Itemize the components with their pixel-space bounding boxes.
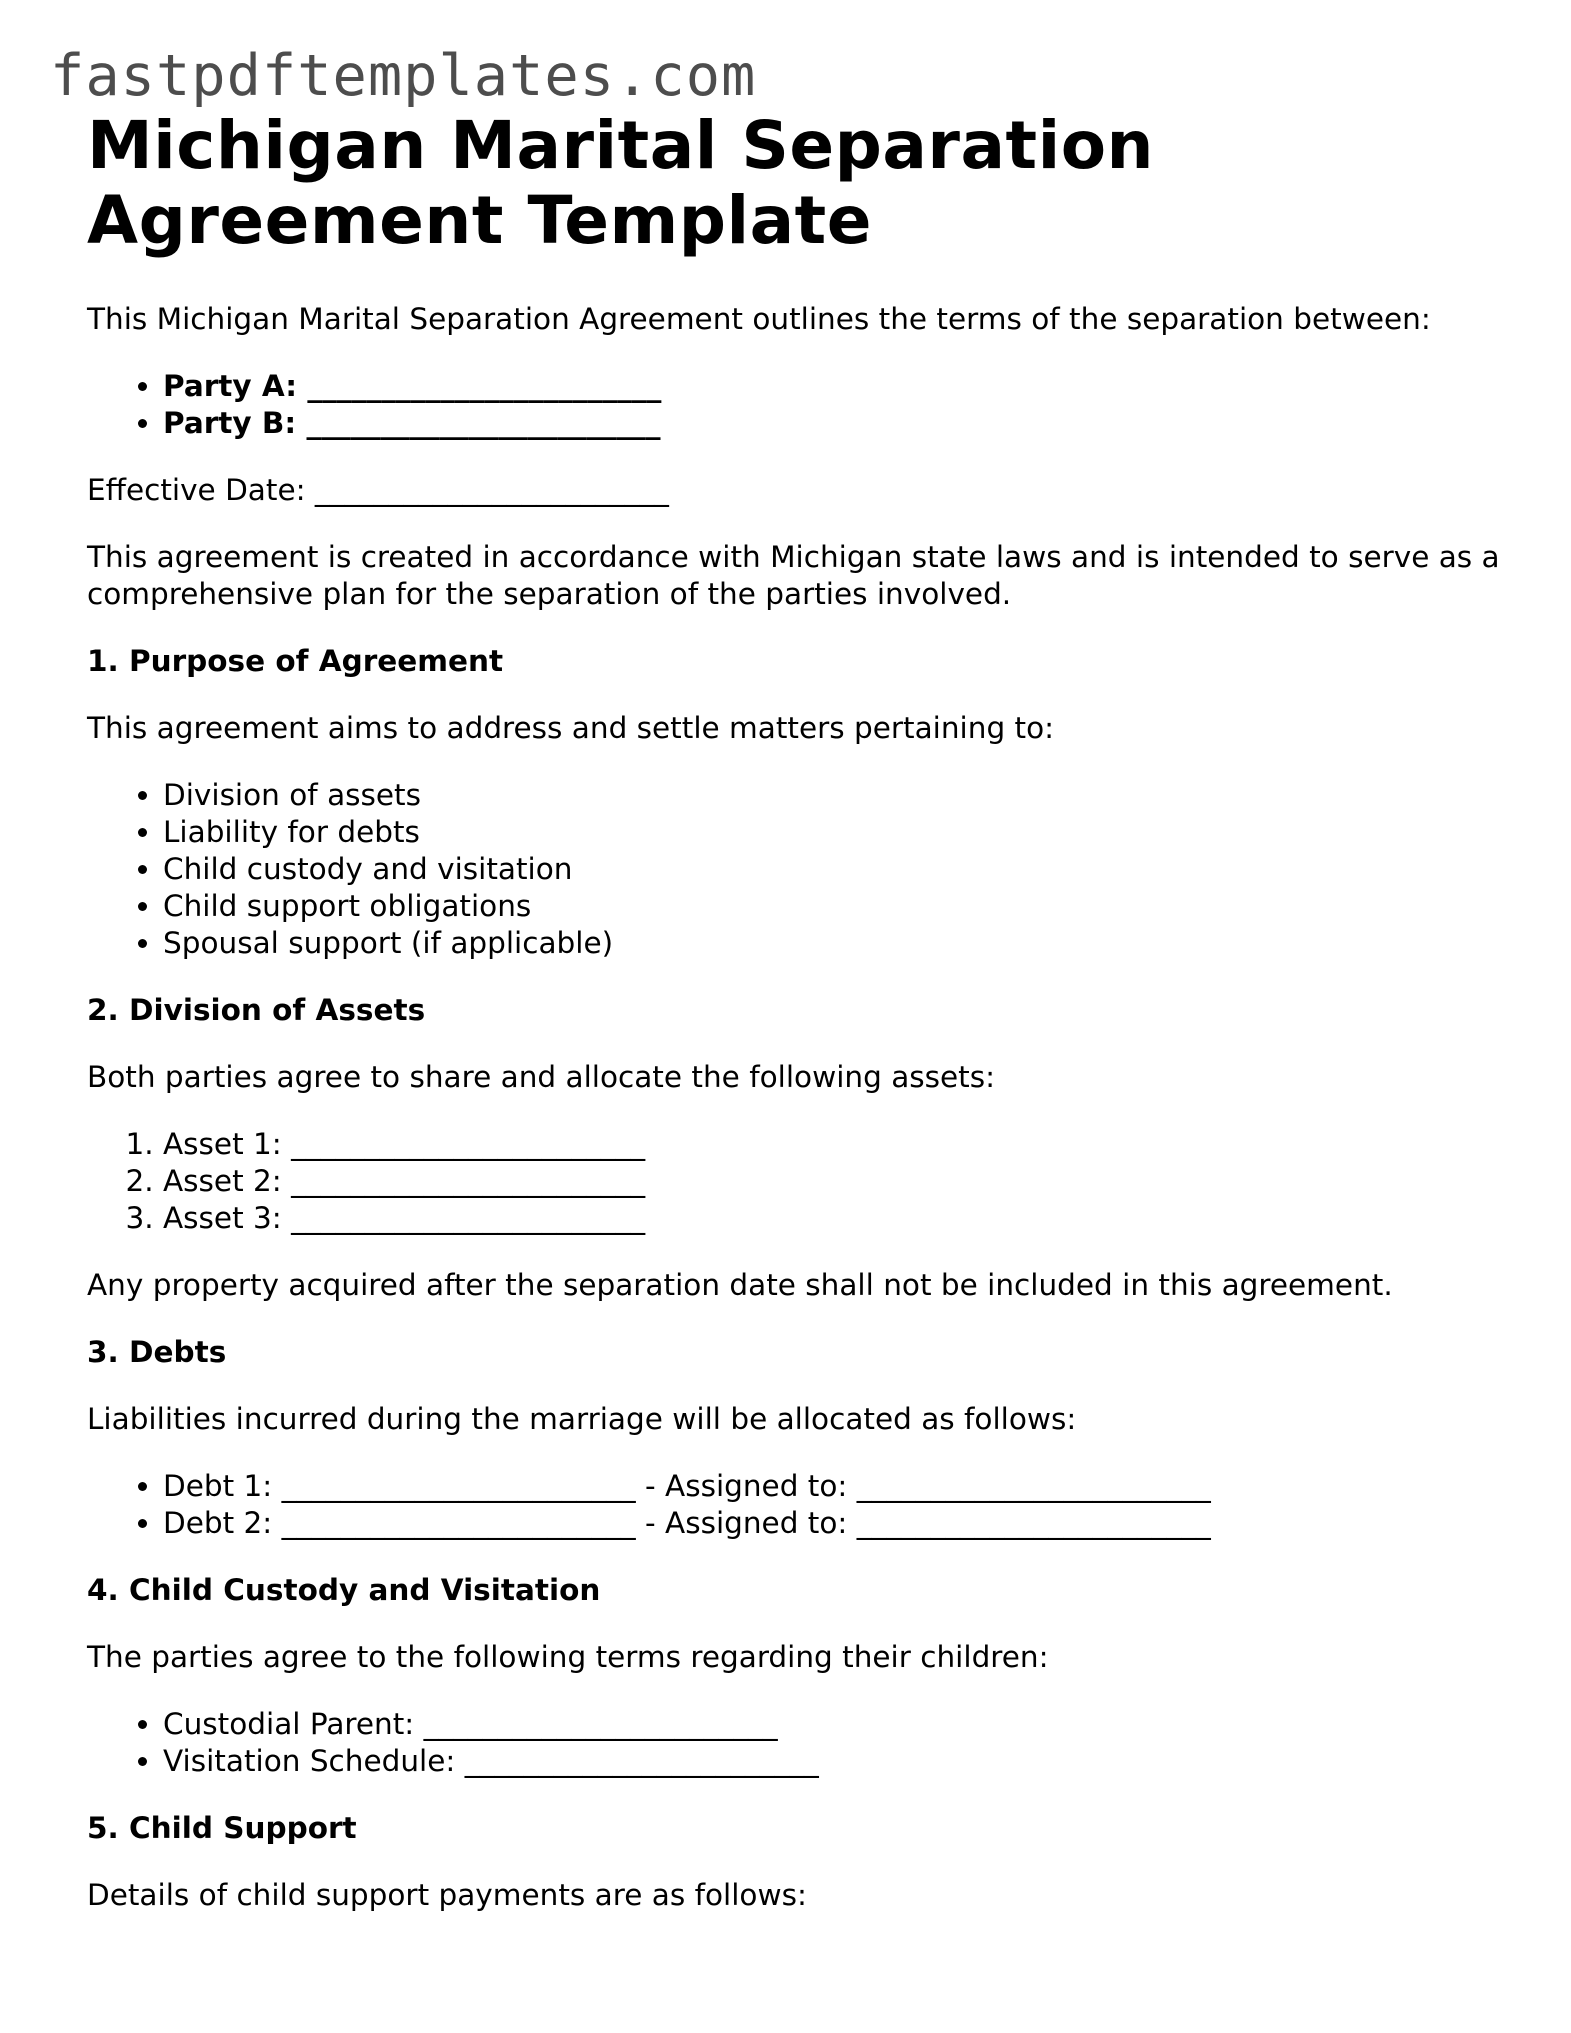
watermark: fastpdftemplates.com: [50, 43, 757, 109]
section-2-heading: 2. Division of Assets: [87, 993, 426, 1027]
section-5-heading: 5. Child Support: [87, 1811, 357, 1845]
party-a-item: • Party A: ________________________: [163, 368, 1507, 405]
section-5-text: Details of child support payments are as follows:: [87, 1878, 807, 1912]
list-item: 2. Asset 2: ________________________: [163, 1163, 1507, 1200]
section-3-heading: 3. Debts: [87, 1335, 227, 1369]
section-2-list: [87, 1126, 1507, 1237]
page-title: Michigan Marital Separation Agreement Template: [87, 107, 1155, 259]
list-item: • Spousal support (if applicable): [163, 925, 1507, 962]
section-1-heading: 1. Purpose of Agreement: [87, 644, 504, 678]
list-item: • Visitation Schedule: ________________________: [163, 1743, 1507, 1780]
effective-date-line: Effective Date: ________________________: [87, 473, 669, 507]
list-item: • Debt 2: ________________________ - Assigned to: ________________________: [163, 1505, 1507, 1542]
accordance-paragraph: This agreement is created in accordance with Michigan state laws and is intended to serve as a comprehensive plan for the separation of the parties involved.: [87, 540, 1500, 611]
list-item: • Division of assets: [163, 777, 1507, 814]
section-3-list: [87, 1468, 1507, 1542]
section-3-text: Liabilities incurred during the marriage will be allocated as follows:: [87, 1402, 1077, 1436]
section-4-heading: 4. Child Custody and Visitation: [87, 1573, 601, 1607]
document-content: [87, 108, 1507, 1914]
section-2-text: Both parties agree to share and allocate the following assets:: [87, 1060, 996, 1094]
list-item: • Debt 1: ________________________ - Assigned to: ________________________: [163, 1468, 1507, 1505]
party-b-item: • Party B: ________________________: [163, 405, 1507, 442]
list-item: • Liability for debts: [163, 814, 1507, 851]
section-1-text: This agreement aims to address and settle matters pertaining to:: [87, 711, 1055, 745]
list-item: • Child support obligations: [163, 888, 1507, 925]
list-item: 1. Asset 1: ________________________: [163, 1126, 1507, 1163]
section-4-list: [87, 1706, 1507, 1780]
intro-paragraph: This Michigan Marital Separation Agreement outlines the terms of the separation between:: [87, 302, 1431, 336]
section-2-note: Any property acquired after the separation date shall not be included in this agreement.: [87, 1268, 1393, 1302]
parties-list: [87, 368, 1507, 442]
list-item: • Child custody and visitation: [163, 851, 1507, 888]
section-4-text: The parties agree to the following terms regarding their children:: [87, 1640, 1049, 1674]
list-item: 3. Asset 3: ________________________: [163, 1200, 1507, 1237]
list-item: • Custodial Parent: ________________________: [163, 1706, 1507, 1743]
section-1-list: [87, 777, 1507, 962]
